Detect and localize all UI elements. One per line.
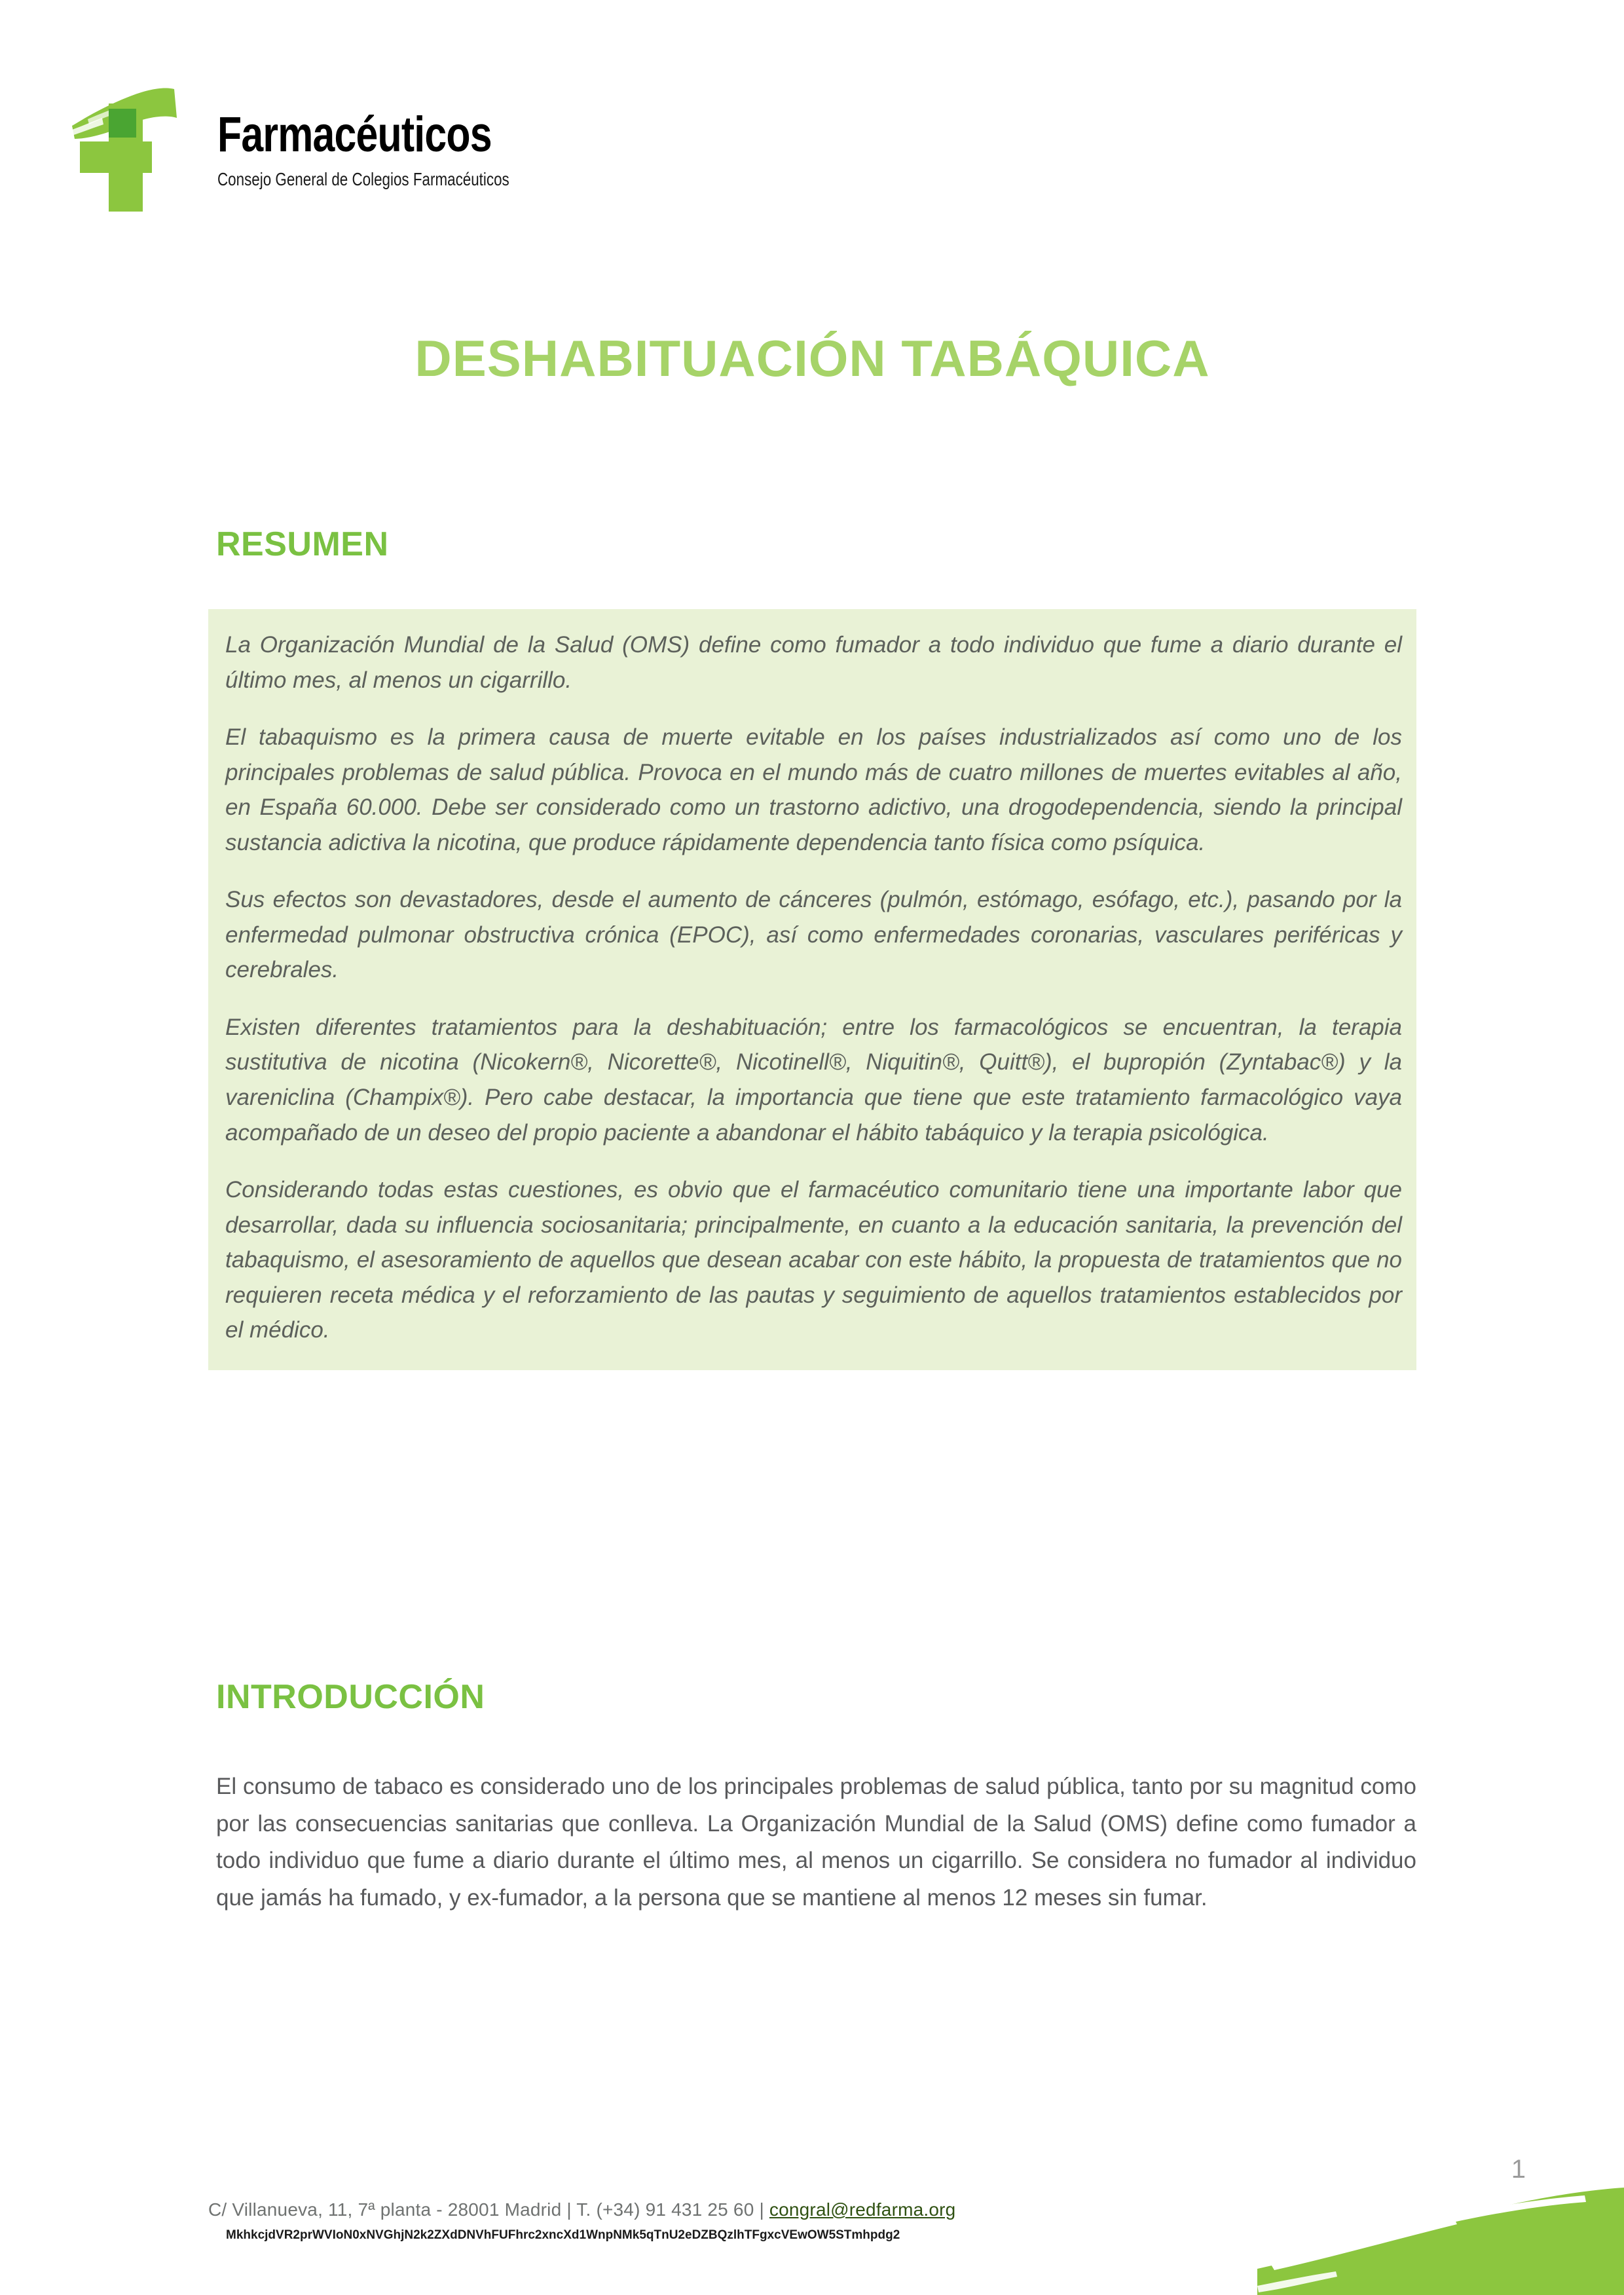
resumen-paragraph: Existen diferentes tratamientos para la deshabituación; entre los farmacológicos se encuentran, la terapia sustitutiva de nicotina (Nicokern®, Nicorette®, Nicotinell®, Niquitin®, Quitt®), el bupropión (Zyntabac®) y la vareniclina (Champix®). Pero cabe destacar, la importancia que tiene que este tratamiento farmacológico vaya acompañado de un deseo del propio paciente a abandonar el hábito tabáquico y la terapia psicológica.: [225, 1014, 1402, 1146]
introduccion-paragraph: El consumo de tabaco es considerado uno de los principales problemas de salud pública, tanto por su magnitud como por las consecuencias sanitarias que conlleva. La Organización Mundial de la Salud (OMS) define como fumador a todo individuo que fume a diario durante el último mes, al menos un cigarrillo. Se considera no fumador al individuo que jamás ha fumado, y ex-fumador, a la persona que se mantiene al menos 12 meses sin fumar.: [216, 1774, 1416, 1911]
section-heading-resumen: RESUMEN: [216, 525, 389, 563]
footer-contact-line: [208, 2199, 1416, 2220]
organization-logo: [65, 79, 655, 223]
resumen-paragraph: La Organización Mundial de la Salud (OMS) define como fumador a todo individuo que fume a diario durante el último mes, al menos un cigarrillo.: [225, 632, 1402, 693]
page-title: DESHABITUACIÓN TABÁQUICA: [415, 329, 1210, 387]
resumen-paragraph: Sus efectos son devastadores, desde el aumento de cánceres (pulmón, estómago, esófago, etc.), pasando por la enfermedad pulmonar obstructiva crónica (EPOC), así como enfermedades coronarias, vasculares periféricas y cerebrales.: [225, 887, 1402, 983]
logo-subtitle: Consejo General de Colegios Farmacéuticos: [217, 169, 509, 189]
logo-name: Farmacéuticos: [217, 107, 492, 162]
section-heading-introduccion: INTRODUCCIÓN: [216, 1678, 485, 1716]
introduccion-body: [216, 1768, 1416, 1917]
resumen-paragraph: Considerando todas estas cuestiones, es obvio que el farmacéutico comunitario tiene una importante labor que desarrollar, dada su influencia sociosanitaria; principalmente, en cuanto a la educación sanitaria, la prevención del tabaquismo, el asesoramiento de aquellos que desean acabar con este hábito, la propuesta de tratamientos que no requieren receta médica y el reforzamiento de las pautas y seguimiento de aquellos tratamientos establecidos por el médico.: [225, 1177, 1402, 1343]
footer-document-hash: MkhkcjdVR2prWVIoN0xNVGhjN2k2ZXdDNVhFUFhrc2xncXd1WnpNMk5qTnU2eDZBQzlhTFgxcVEwOW5STmhpdg2: [226, 2228, 900, 2242]
green-brush-stroke-icon: [1257, 2164, 1624, 2295]
logo-wordmark: [217, 107, 582, 189]
footer-email-link[interactable]: congral@redfarma.org: [769, 2199, 956, 2220]
footer-address: C/ Villanueva, 11, 7ª planta - 28001 Madrid | T. (+34) 91 431 25 60 |: [208, 2199, 769, 2220]
page-number: 1: [1511, 2155, 1526, 2184]
resumen-highlight-box: [208, 609, 1416, 1370]
resumen-paragraph: El tabaquismo es la primera causa de muerte evitable en los países industrializados así como uno de los principales problemas de salud pública. Provoca en el mundo más de cuatro millones de muertes evitables al año, en España 60.000. Debe ser considerado como un trastorno adictivo, una drogodependencia, siendo la principal sustancia adictiva la nicotina, que produce rápidamente dependencia tanto física como psíquica.: [225, 724, 1402, 855]
farmaceuticos-cross-brush-icon: [65, 79, 206, 216]
